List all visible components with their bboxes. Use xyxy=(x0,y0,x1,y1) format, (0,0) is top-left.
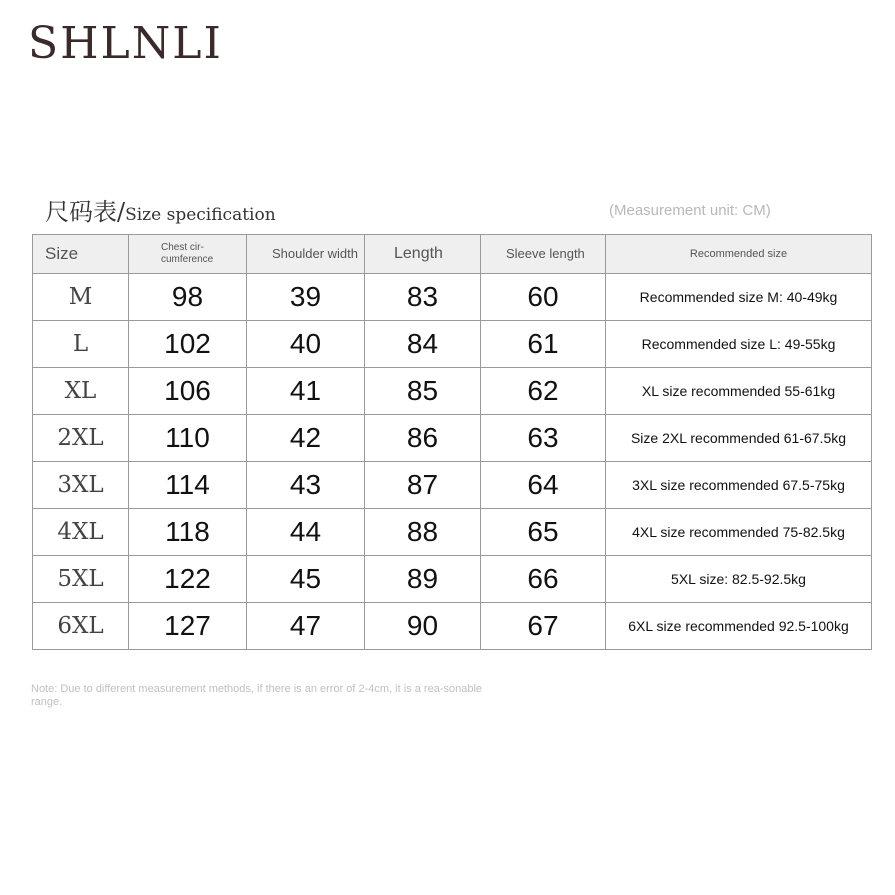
cell-size: 2XL xyxy=(33,415,129,462)
cell-shoulder: 43 xyxy=(247,462,365,509)
header-row xyxy=(33,235,872,274)
brand-logo: SHLNLI xyxy=(28,18,223,69)
cell-sleeve: 65 xyxy=(481,509,606,556)
cell-length: 85 xyxy=(365,368,481,415)
table-row xyxy=(33,274,872,321)
table-row xyxy=(33,509,872,556)
table-row xyxy=(33,321,872,368)
cell-sleeve: 60 xyxy=(481,274,606,321)
measurement-note: Note: Due to different measurement methods, if there is an error of 2-4cm, it is a rea-sonable range. xyxy=(31,683,483,708)
cell-size: 6XL xyxy=(33,603,129,650)
cell-recommended: 3XL size recommended 67.5-75kg xyxy=(606,462,872,509)
cell-recommended: 4XL size recommended 75-82.5kg xyxy=(606,509,872,556)
cell-chest: 127 xyxy=(129,603,247,650)
cell-size: 4XL xyxy=(33,509,129,556)
title-chinese: 尺码表/ xyxy=(45,198,126,226)
table-row xyxy=(33,368,872,415)
title-english: Size specification xyxy=(125,205,276,225)
header-length: Length xyxy=(365,235,481,274)
cell-length: 88 xyxy=(365,509,481,556)
cell-sleeve: 63 xyxy=(481,415,606,462)
header-recommended: Recommended size xyxy=(606,235,872,274)
cell-size: XL xyxy=(33,368,129,415)
cell-length: 84 xyxy=(365,321,481,368)
cell-chest: 114 xyxy=(129,462,247,509)
cell-sleeve: 67 xyxy=(481,603,606,650)
cell-shoulder: 40 xyxy=(247,321,365,368)
cell-chest: 122 xyxy=(129,556,247,603)
cell-sleeve: 66 xyxy=(481,556,606,603)
cell-size: L xyxy=(33,321,129,368)
cell-chest: 118 xyxy=(129,509,247,556)
cell-size: M xyxy=(33,274,129,321)
cell-chest: 106 xyxy=(129,368,247,415)
cell-recommended: XL size recommended 55-61kg xyxy=(606,368,872,415)
measurement-unit: (Measurement unit: CM) xyxy=(609,202,771,219)
cell-length: 89 xyxy=(365,556,481,603)
header-chest: Chest cir-cumference xyxy=(129,235,247,274)
size-table xyxy=(32,234,872,650)
header-sleeve: Sleeve length xyxy=(481,235,606,274)
cell-sleeve: 62 xyxy=(481,368,606,415)
cell-shoulder: 47 xyxy=(247,603,365,650)
cell-length: 86 xyxy=(365,415,481,462)
cell-recommended: Recommended size L: 49-55kg xyxy=(606,321,872,368)
cell-length: 87 xyxy=(365,462,481,509)
header-shoulder: Shoulder width xyxy=(247,235,365,274)
cell-shoulder: 39 xyxy=(247,274,365,321)
cell-recommended: 6XL size recommended 92.5-100kg xyxy=(606,603,872,650)
table-row xyxy=(33,603,872,650)
cell-sleeve: 61 xyxy=(481,321,606,368)
cell-size: 3XL xyxy=(33,462,129,509)
cell-length: 83 xyxy=(365,274,481,321)
table-row xyxy=(33,462,872,509)
cell-recommended: Size 2XL recommended 61-67.5kg xyxy=(606,415,872,462)
table-title xyxy=(45,192,276,227)
cell-chest: 98 xyxy=(129,274,247,321)
cell-shoulder: 45 xyxy=(247,556,365,603)
cell-size: 5XL xyxy=(33,556,129,603)
cell-chest: 102 xyxy=(129,321,247,368)
header-size: Size xyxy=(33,235,129,274)
cell-recommended: 5XL size: 82.5-92.5kg xyxy=(606,556,872,603)
cell-sleeve: 64 xyxy=(481,462,606,509)
cell-length: 90 xyxy=(365,603,481,650)
cell-shoulder: 41 xyxy=(247,368,365,415)
table-row xyxy=(33,556,872,603)
cell-shoulder: 42 xyxy=(247,415,365,462)
table-row xyxy=(33,415,872,462)
cell-recommended: Recommended size M: 40-49kg xyxy=(606,274,872,321)
cell-chest: 110 xyxy=(129,415,247,462)
cell-shoulder: 44 xyxy=(247,509,365,556)
